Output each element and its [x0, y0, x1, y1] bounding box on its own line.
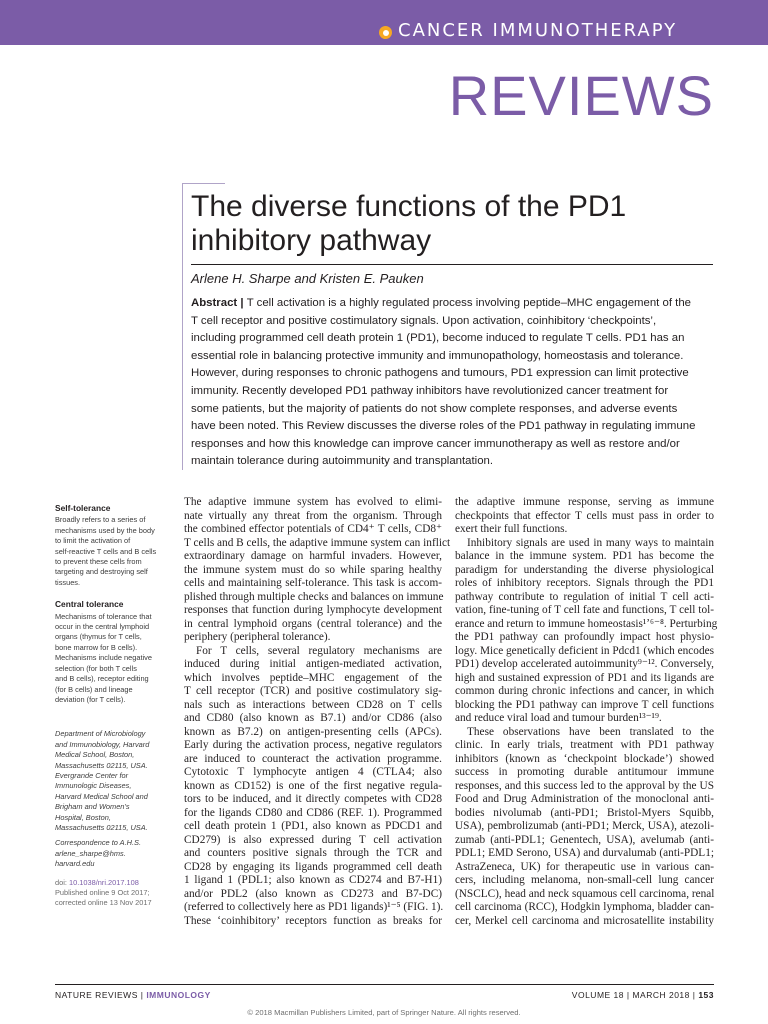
- published-date: Published online 9 Oct 2017;: [55, 888, 150, 897]
- title-line: inhibitory pathway: [191, 224, 432, 257]
- journal-section: IMMUNOLOGY: [146, 990, 211, 1000]
- text-line: roles of inhibitory receptors. Signals through the PD1: [455, 577, 714, 589]
- text-line: nals such as interactions between CD28 on T cells: [184, 698, 442, 711]
- abstract-line: including programmed cell death protein 1 (PD1), become induced to regulate T cells. PD1 has an: [191, 332, 685, 345]
- text-line: pathway contribute to regulation of initial T cell acti-: [455, 590, 714, 603]
- doi-link[interactable]: 10.1038/nri.2017.108: [68, 877, 139, 887]
- affiliation-line: Medical School, Boston,: [55, 750, 135, 760]
- text-line: which involves peptide–MHC engagement of the: [184, 671, 442, 684]
- glossary-definition: [55, 515, 180, 588]
- text-line: cell death protein 1 (PD1, also known as PDCD1 and: [184, 820, 442, 832]
- journal-label: NATURE REVIEWS |: [55, 990, 147, 1000]
- text-line: known as B7.2) on antigen-presenting cells (APCs).: [184, 725, 442, 738]
- sidebar: [55, 503, 180, 909]
- text-line: the adaptive immune response, serving as immune: [455, 496, 714, 508]
- text-line: the combined effector potentials of CD4⁺ T cells, CD8⁺: [184, 523, 442, 535]
- glossary-line: mechanisms used by the body: [55, 525, 155, 535]
- glossary-line: occur in the central lymphoid: [55, 622, 150, 632]
- glossary-line: organs (thymus for T cells,: [55, 632, 142, 642]
- glossary-line: and B cells), receptor editing: [55, 674, 149, 684]
- abstract-line: essential role in balancing protective immunity and immunopathology, homeostasis and tolerance.: [191, 349, 684, 362]
- paragraph: [184, 496, 451, 645]
- text-line: for the ligands CD80 and CD86 (REF. 1). Programmed: [184, 806, 442, 819]
- paragraph: [455, 496, 714, 537]
- text-line: paradigm for understanding the diverse physiological: [455, 563, 714, 576]
- body-column-2: [455, 496, 718, 928]
- correspondence: [55, 838, 180, 869]
- text-line: CD279) is also expressed during T cell activation: [184, 833, 442, 846]
- text-line: PD1) develop accelerated autoimmunity⁹⁻¹². Conversely,: [455, 658, 714, 670]
- text-line: cer, Merkel cell carcinoma and microsatellite instability: [455, 914, 714, 927]
- text-line: These ‘coinhibitory’ receptors function as breaks for: [184, 914, 442, 927]
- text-line: are induced to counteract the activation programme.: [184, 752, 442, 765]
- text-line: inhibitors (known as ‘checkpoint blockade’) showed: [455, 752, 714, 765]
- affiliation-line: Massachusetts 02115, USA.: [55, 822, 148, 832]
- series-banner: [0, 0, 768, 45]
- text-line: nate virtually any threat from the organism. Through: [184, 509, 442, 522]
- text-line: responses that function during lymphocyte development: [184, 604, 442, 616]
- text-line: cells and maintaining self-tolerance. This task is accom-: [184, 577, 442, 589]
- text-line: plished through multiple checks and balances on immune: [184, 590, 444, 603]
- affiliation-line: and Immunobiology, Harvard: [55, 739, 150, 749]
- correspondence-email[interactable]: harvard.edu: [55, 859, 95, 869]
- text-line: 1 ligand 1 (PDL1; also known as CD274 and B7-H1): [184, 874, 442, 886]
- text-line: Inhibitory signals are used in many ways to maintain: [467, 536, 714, 549]
- text-line: and/or PDL2 (also known as CD273 and B7-DC): [184, 887, 442, 900]
- text-line: in central lymphoid organs (central tolerance) and the: [184, 617, 442, 630]
- text-line: induced during initial antigen-mediated activation,: [184, 658, 442, 670]
- glossary-line: bone marrow for B cells).: [55, 642, 138, 652]
- abstract-line: However, during responses to chronic pathogens and tumours, PD1 expression can limit protective: [191, 367, 689, 380]
- copyright-notice: © 2018 Macmillan Publishers Limited, part of Springer Nature. All rights reserved.: [247, 1008, 521, 1017]
- section-label: REVIEWS: [448, 64, 714, 127]
- text-line: (NSCLC), head and neck squamous cell carcinoma, renal: [455, 887, 715, 900]
- text-line: USA), pembrolizumab (anti-PD1; Merck, USA), atezoli-: [455, 820, 714, 832]
- text-line: and reduce viral load and tumour burden¹³⁻¹⁹.: [455, 712, 662, 724]
- correspondence-line: Correspondence to A.H.S.: [55, 838, 141, 848]
- text-line: periphery (peripheral tolerance).: [184, 631, 331, 643]
- text-line: cers, including melanoma, non-small-cell lung cancer: [455, 874, 714, 886]
- text-line: Cytotoxic T lymphocyte antigen 4 (CTLA4; also: [184, 766, 442, 778]
- text-line: CD28 by engaging its ligands programmed cell death: [184, 860, 442, 873]
- correspondence-email[interactable]: arlene_sharpe@hms.: [55, 848, 126, 858]
- affiliation-line: Immunologic Diseases,: [55, 781, 132, 791]
- text-line: known as CD152) is one of the first negative regula-: [184, 779, 442, 792]
- paragraph: [455, 536, 718, 726]
- glossary-definition: [55, 612, 180, 706]
- issue-info: [572, 990, 714, 1000]
- text-line: vation, fine-tuning of T cell fate and functions, T cell tol-: [455, 604, 714, 616]
- affiliation-line: Department of Microbiology: [55, 729, 146, 739]
- glossary-line: tissues.: [55, 577, 81, 587]
- article-authors: Arlene H. Sharpe and Kristen E. Pauken: [191, 271, 424, 286]
- text-line: logy. Mice genetically deficient in Pdcd1 (which encodes: [455, 644, 715, 657]
- abstract-line: T cell receptor and positive costimulatory signals. Upon activation, coinhibitory ‘checkpoints’,: [191, 314, 657, 327]
- text-line: The adaptive immune system has evolved to elimi-: [184, 496, 442, 508]
- body-column-1: [184, 496, 451, 928]
- text-line: PDL1; EMD Serono, USA) and durvalumab (anti-PDL1;: [455, 847, 714, 859]
- glossary-line: self-reactive T cells and B cells: [55, 546, 157, 556]
- corrected-date: corrected online 13 Nov 2017: [55, 898, 152, 908]
- text-line: T cells and B cells, the adaptive immune system can inflict: [184, 536, 451, 549]
- abstract-line: maintain tolerance during autoimmunity and transplantation.: [191, 455, 494, 468]
- text-line: erance and return to immune homeostasis¹ʼ⁶⁻⁸. Perturbing: [455, 617, 718, 630]
- issue-label: VOLUME 18 | MARCH 2018 |: [571, 990, 699, 1000]
- glossary-line: deviation (for T cells).: [55, 694, 126, 704]
- article-title: [191, 190, 721, 258]
- text-line: and CD80 (also known as B7.1) and/or CD86 (also: [184, 712, 442, 724]
- text-line: Food and Drug Administration of the monoclonal anti-: [455, 793, 714, 805]
- affiliation-line: Brigham and Women’s: [55, 802, 130, 812]
- abstract-line: immunity. Recently developed PD1 pathway inhibitors have revolutionized cancer treatment for: [191, 384, 669, 397]
- text-line: tors to be induced, and it directly competes with CD28: [184, 793, 442, 805]
- text-line: cell carcinoma (RCC), Hodgkin lymphoma, bladder can-: [455, 901, 714, 913]
- title-frame-rule: [182, 183, 183, 470]
- title-divider: [191, 264, 713, 265]
- abstract-lead: Abstract |: [191, 297, 247, 309]
- affiliation-line: Harvard Medical School and: [55, 791, 148, 801]
- text-line: common during chronic infections and cancer, in which: [455, 685, 714, 697]
- author-affiliations: [55, 729, 180, 833]
- text-line: These observations have been translated to the: [467, 725, 714, 738]
- abstract-line: T cell activation is a highly regulated process involving peptide–MHC engagement of the: [246, 297, 692, 309]
- text-line: the PD1 pathway can profoundly impact host physio-: [455, 631, 714, 643]
- footer-divider: [55, 984, 714, 985]
- abstract-line: responses and how this knowledge can improve cancer immunotherapy as well as restore and/or: [191, 437, 680, 450]
- journal-name: [55, 990, 211, 1000]
- text-line: clinic. In early trials, treatment with PD1 pathway: [455, 739, 714, 751]
- series-label: CANCER IMMUNOTHERAPY: [398, 20, 678, 41]
- doi-prefix: doi:: [55, 877, 67, 887]
- text-line: the immune system must do so while sparing healthy: [184, 563, 442, 576]
- publication-info: [55, 878, 180, 909]
- glossary-line: to limit the activation of: [55, 536, 131, 546]
- affiliation-line: Massachusetts 02115, USA.: [55, 760, 148, 770]
- series-bullet-icon: [379, 26, 392, 39]
- affiliation-line: Evergrande Center for: [55, 770, 129, 780]
- page-number: 153: [698, 990, 714, 1000]
- glossary-line: Mechanisms include negative: [55, 653, 152, 663]
- text-line: zumab (anti-PDL1; Genentech, USA), avelumab (anti-: [455, 833, 714, 846]
- text-line: T cell receptor (TCR) and positive costimulatory sig-: [184, 685, 442, 697]
- title-line: The diverse functions of the PD1: [191, 190, 627, 223]
- glossary-line: selection (for both T cells: [55, 663, 137, 673]
- glossary-term: Central tolerance: [55, 599, 124, 610]
- abstract-line: some patients, but the majority of patients do not show complete responses, and adverse events: [191, 402, 678, 415]
- text-line: (referred to collectively here as PD1 ligands)¹⁻⁵ (FIG. 1).: [184, 901, 444, 913]
- text-line: success in promoting durable antitumour immune: [455, 766, 714, 778]
- text-line: Early during the activation process, negative regulators: [184, 739, 442, 751]
- abstract: [191, 295, 715, 471]
- glossary-line: (for B cells) and lineage: [55, 684, 133, 694]
- text-line: high and sustained expression of PD1 and its ligands are: [455, 671, 714, 684]
- glossary-term: Self-tolerance: [55, 503, 111, 513]
- glossary-line: to prevent these cells from: [55, 557, 142, 567]
- paragraph: [184, 645, 442, 929]
- text-line: checkpoints that effector T cells must pass in order to: [455, 509, 714, 522]
- glossary-line: Broadly refers to a series of: [55, 515, 146, 525]
- text-line: and counters positive signals through the TCR and: [184, 847, 442, 859]
- paragraph: [455, 726, 714, 929]
- affiliation-line: Hospital, Boston,: [55, 812, 111, 822]
- glossary-line: Mechanisms of tolerance that: [55, 611, 152, 621]
- text-line: AstraZeneca, UK) for therapeutic use in various can-: [455, 860, 714, 873]
- glossary-line: targeting and destroying self: [55, 567, 148, 577]
- text-line: balance in the immune system. PD1 has become the: [455, 550, 714, 562]
- abstract-line: have been noted. This Review discusses the diverse roles of the PD1 pathway in regulating immune: [191, 420, 696, 433]
- text-line: extraordinary damage on harmful invaders. However,: [184, 550, 442, 562]
- title-frame-rule-top: [182, 183, 225, 184]
- text-line: exert their full functions.: [455, 523, 568, 535]
- text-line: For T cells, several regulatory mechanisms are: [196, 644, 442, 657]
- text-line: blocking the PD1 pathway can improve T cell functions: [455, 698, 714, 711]
- text-line: bodies nivolumab (anti-PD1; Bristol-Myers Squibb,: [455, 806, 714, 819]
- text-line: responses, and this success led to the approval by the US: [455, 779, 714, 792]
